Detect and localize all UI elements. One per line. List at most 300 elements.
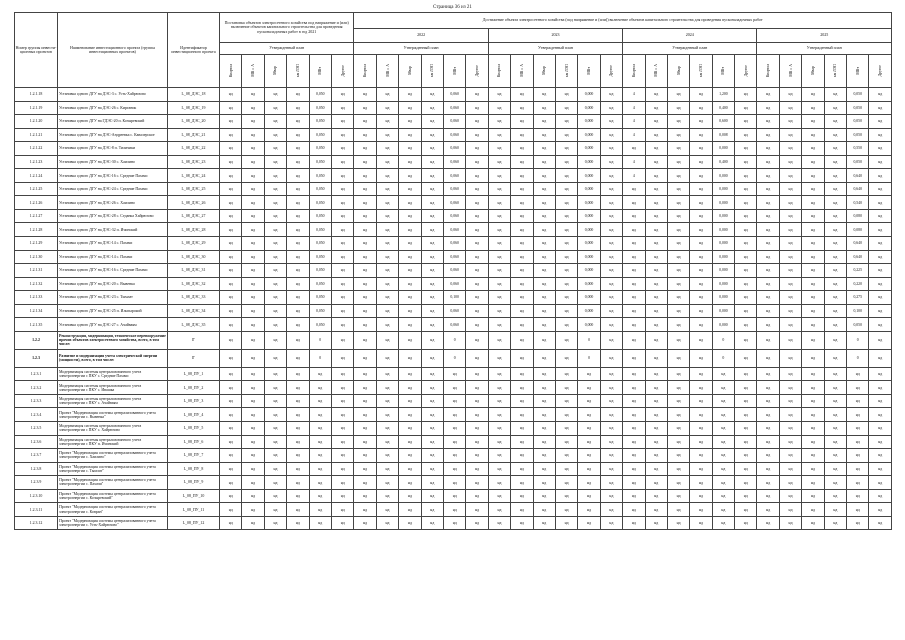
cell-value: нд: [802, 182, 824, 196]
cell-value: 0: [847, 331, 869, 349]
cell-value: 0,000: [578, 237, 600, 251]
cell-value: нд: [511, 182, 533, 196]
cell-value: нд: [399, 155, 421, 169]
cell-value: 0,000: [578, 88, 600, 102]
cell-value: нд: [488, 304, 510, 318]
cell-value: нд: [309, 408, 331, 422]
cell-value: нд: [488, 394, 510, 408]
cell-value: нд: [735, 237, 757, 251]
cell-value: нд: [242, 264, 264, 278]
cell-value: нд: [220, 449, 242, 463]
cell-value: нд: [488, 449, 510, 463]
cell-value: 0,050: [309, 318, 331, 332]
cell-value: нд: [287, 291, 309, 305]
cell-value: нд: [488, 408, 510, 422]
cell-value: нд: [331, 381, 353, 395]
cell-value: нд: [802, 264, 824, 278]
cell-value: 0,050: [309, 182, 331, 196]
cell-value: нд: [555, 223, 577, 237]
cell-value: нд: [735, 381, 757, 395]
cell-value: нд: [735, 115, 757, 129]
cell-value: нд: [645, 476, 667, 490]
cell-value: нд: [220, 435, 242, 449]
cell-value: нд: [421, 422, 443, 436]
cell-value: нд: [511, 304, 533, 318]
cell-value: нд: [847, 503, 869, 517]
cell-project-id: L_08_ПУ_6: [168, 435, 220, 449]
cell-value: нд: [399, 128, 421, 142]
cell-value: 0,400: [712, 155, 734, 169]
cell-value: нд: [421, 394, 443, 408]
cell-value: 0,050: [309, 250, 331, 264]
cell-value: нд: [331, 169, 353, 183]
header-measure-label: Мвар: [407, 66, 412, 75]
cell-value: нд: [511, 264, 533, 278]
cell-value: нд: [757, 264, 779, 278]
page-number: Страница 36 из 21: [433, 5, 472, 10]
cell-value: нд: [488, 462, 510, 476]
cell-value: нд: [399, 291, 421, 305]
cell-value: нд: [600, 196, 622, 210]
cell-value: нд: [824, 182, 846, 196]
header-year-2023: 2023: [488, 29, 622, 43]
cell-value: нд: [802, 489, 824, 503]
cell-value: нд: [511, 462, 533, 476]
cell-value: нд: [533, 237, 555, 251]
cell-value: нд: [466, 304, 488, 318]
cell-value: нд: [578, 394, 600, 408]
header-approved-plan: Утвержденный план: [220, 43, 354, 55]
cell-value: нд: [309, 381, 331, 395]
cell-group-no: 1.2.2: [15, 331, 58, 349]
cell-value: нд: [309, 394, 331, 408]
cell-value: нд: [555, 489, 577, 503]
header-measure-label: км ЛЭП: [295, 63, 300, 77]
cell-value: 1,200: [712, 88, 734, 102]
cell-value: нд: [555, 115, 577, 129]
cell-value: нд: [220, 349, 242, 367]
cell-value: нд: [802, 304, 824, 318]
cell-value: нд: [645, 422, 667, 436]
cell-value: нд: [645, 277, 667, 291]
cell-value: нд: [645, 223, 667, 237]
cell-value: нд: [220, 291, 242, 305]
cell-value: нд: [735, 331, 757, 349]
header-measure: [667, 55, 689, 88]
cell-value: нд: [645, 155, 667, 169]
cell-value: нд: [242, 277, 264, 291]
cell-value: нд: [645, 516, 667, 530]
cell-value: нд: [869, 476, 892, 490]
cell-project-id: L_08_ПУ_9: [168, 476, 220, 490]
cell-value: нд: [488, 422, 510, 436]
table-row: [15, 237, 892, 251]
cell-value: нд: [757, 291, 779, 305]
cell-value: нд: [802, 128, 824, 142]
header-project-id: Идентификатор инвестиционного проекта: [168, 13, 220, 88]
cell-value: нд: [220, 115, 242, 129]
cell-value: нд: [376, 489, 398, 503]
cell-value: нд: [421, 128, 443, 142]
cell-project-id: L_08_ПУ_3: [168, 394, 220, 408]
cell-value: нд: [645, 115, 667, 129]
cell-value: нд: [690, 476, 712, 490]
cell-value: нд: [779, 422, 801, 436]
cell-value: нд: [488, 209, 510, 223]
cell-value: нд: [667, 381, 689, 395]
header-measure-label: МВ×А: [251, 64, 256, 77]
cell-value: нд: [824, 367, 846, 381]
cell-value: нд: [712, 503, 734, 517]
cell-value: нд: [779, 304, 801, 318]
cell-group-no: 1.2.3.3: [15, 394, 58, 408]
cell-value: нд: [466, 489, 488, 503]
cell-value: нд: [824, 408, 846, 422]
cell-value: нд: [354, 489, 376, 503]
cell-value: нд: [220, 277, 242, 291]
cell-value: нд: [376, 209, 398, 223]
cell-value: нд: [600, 291, 622, 305]
cell-value: нд: [600, 394, 622, 408]
cell-value: нд: [443, 449, 465, 463]
cell-value: нд: [354, 462, 376, 476]
cell-value: нд: [220, 408, 242, 422]
cell-value: нд: [623, 196, 645, 210]
investment-projects-table: [14, 12, 892, 530]
cell-value: нд: [578, 516, 600, 530]
cell-value: нд: [488, 115, 510, 129]
header-measure-label: Квартал: [497, 63, 502, 77]
cell-project-id: L_08_ДЭС_30: [168, 250, 220, 264]
cell-value: нд: [264, 304, 286, 318]
cell-value: нд: [869, 503, 892, 517]
cell-value: нд: [399, 476, 421, 490]
cell-value: нд: [488, 155, 510, 169]
cell-value: нд: [242, 237, 264, 251]
cell-value: нд: [757, 277, 779, 291]
cell-value: нд: [735, 128, 757, 142]
cell-value: нд: [533, 128, 555, 142]
cell-value: нд: [220, 196, 242, 210]
cell-value: нд: [578, 381, 600, 395]
cell-value: нд: [354, 155, 376, 169]
cell-value: нд: [466, 182, 488, 196]
cell-value: нд: [264, 291, 286, 305]
cell-value: нд: [533, 196, 555, 210]
cell-value: нд: [421, 277, 443, 291]
header-approved-plan: Утвержденный план: [354, 43, 488, 55]
cell-value: нд: [645, 367, 667, 381]
cell-value: нд: [242, 196, 264, 210]
cell-project-id: L_08_ДЭС_32: [168, 277, 220, 291]
cell-value: нд: [645, 291, 667, 305]
cell-value: нд: [376, 223, 398, 237]
cell-project-name: Установка одного ДГУ на ДЭС-32 п. Ичинский: [58, 223, 168, 237]
cell-value: нд: [331, 237, 353, 251]
cell-value: нд: [443, 381, 465, 395]
cell-value: нд: [488, 223, 510, 237]
cell-value: нд: [399, 449, 421, 463]
cell-value: нд: [242, 101, 264, 115]
cell-value: нд: [466, 422, 488, 436]
cell-value: нд: [220, 237, 242, 251]
cell-value: нд: [376, 237, 398, 251]
cell-value: 0,060: [443, 209, 465, 223]
cell-value: нд: [354, 196, 376, 210]
cell-value: нд: [645, 331, 667, 349]
cell-value: нд: [421, 304, 443, 318]
table-row: [15, 304, 892, 318]
cell-value: нд: [757, 503, 779, 517]
cell-value: 4: [623, 88, 645, 102]
cell-value: нд: [757, 367, 779, 381]
cell-project-name: Установка одного ДГУ на ДЭС-16 с. Средние Пахачи: [58, 264, 168, 278]
cell-value: нд: [555, 264, 577, 278]
cell-value: нд: [421, 462, 443, 476]
cell-value: 0,000: [712, 142, 734, 156]
header-measure-label: Другое: [743, 64, 748, 77]
cell-value: нд: [757, 155, 779, 169]
cell-value: нд: [287, 304, 309, 318]
cell-group-no: 1.2.3: [15, 349, 58, 367]
cell-value: нд: [555, 422, 577, 436]
cell-value: нд: [690, 128, 712, 142]
cell-value: нд: [779, 331, 801, 349]
cell-value: 0,640: [847, 237, 869, 251]
cell-project-name: Установка одного ДГУ на ДЭС-23 с. Тымлат: [58, 291, 168, 305]
cell-value: нд: [264, 489, 286, 503]
cell-value: нд: [287, 88, 309, 102]
cell-value: нд: [466, 394, 488, 408]
cell-value: нд: [667, 196, 689, 210]
cell-value: нд: [466, 88, 488, 102]
cell-value: нд: [443, 462, 465, 476]
table-row: [15, 115, 892, 129]
cell-value: нд: [555, 318, 577, 332]
cell-value: нд: [399, 503, 421, 517]
cell-value: нд: [421, 408, 443, 422]
cell-value: нд: [824, 435, 846, 449]
cell-value: 0,060: [443, 223, 465, 237]
header-fact-block: Постановка объектов электросетевого хозяйства под напряжение и (или) включение объектов капитального строительства для проведения пусконаладочных работ в год 2021: [220, 13, 354, 43]
cell-value: нд: [645, 250, 667, 264]
cell-value: нд: [399, 115, 421, 129]
cell-value: нд: [511, 331, 533, 349]
cell-value: нд: [376, 367, 398, 381]
cell-value: нд: [376, 142, 398, 156]
cell-value: нд: [690, 449, 712, 463]
cell-value: нд: [779, 462, 801, 476]
cell-value: нд: [824, 304, 846, 318]
header-measure: [309, 55, 331, 88]
header-measure: [533, 55, 555, 88]
cell-value: нд: [354, 115, 376, 129]
cell-value: нд: [376, 115, 398, 129]
cell-value: нд: [264, 128, 286, 142]
cell-value: нд: [331, 349, 353, 367]
cell-value: нд: [779, 516, 801, 530]
cell-value: нд: [735, 182, 757, 196]
table-row: [15, 196, 892, 210]
cell-group-no: 1.2.1.29: [15, 237, 58, 251]
cell-value: нд: [869, 264, 892, 278]
cell-value: нд: [802, 422, 824, 436]
cell-value: нд: [354, 449, 376, 463]
cell-group-no: 1.2.3.11: [15, 503, 58, 517]
cell-value: нд: [399, 223, 421, 237]
cell-value: нд: [645, 237, 667, 251]
cell-value: нд: [779, 277, 801, 291]
cell-value: нд: [533, 381, 555, 395]
cell-value: нд: [354, 381, 376, 395]
cell-value: нд: [847, 476, 869, 490]
cell-value: нд: [354, 331, 376, 349]
header-measure-label: Мвар: [810, 66, 815, 75]
cell-value: нд: [331, 128, 353, 142]
cell-value: нд: [847, 394, 869, 408]
cell-value: 0,000: [712, 318, 734, 332]
cell-project-name: Установка одного ДГУ на ДЭС-3 с. Усть-Хайрюзово: [58, 88, 168, 102]
cell-value: нд: [242, 476, 264, 490]
cell-value: 0,050: [309, 264, 331, 278]
cell-value: нд: [399, 435, 421, 449]
header-measure: [735, 55, 757, 88]
cell-value: нд: [869, 237, 892, 251]
cell-value: нд: [824, 155, 846, 169]
cell-value: нд: [600, 422, 622, 436]
cell-value: нд: [690, 349, 712, 367]
cell-group-no: 1.2.1.35: [15, 318, 58, 332]
cell-value: нд: [533, 503, 555, 517]
cell-value: нд: [220, 223, 242, 237]
cell-project-id: L_08_ДЭС_34: [168, 304, 220, 318]
cell-project-id: L_08_ДЭС_35: [168, 318, 220, 332]
cell-value: нд: [511, 349, 533, 367]
cell-value: нд: [779, 142, 801, 156]
cell-value: 0,080: [847, 223, 869, 237]
cell-value: нд: [220, 101, 242, 115]
cell-value: нд: [399, 331, 421, 349]
cell-value: нд: [242, 349, 264, 367]
cell-value: нд: [824, 503, 846, 517]
cell-project-name: Установка одного ДГУ на ДЭС-28 с. Седанка Хайрюзово: [58, 209, 168, 223]
cell-value: нд: [331, 277, 353, 291]
cell-project-id: L_08_ДЭС_23: [168, 155, 220, 169]
table-row: [15, 101, 892, 115]
cell-value: нд: [869, 331, 892, 349]
cell-value: нд: [735, 489, 757, 503]
cell-value: нд: [667, 318, 689, 332]
cell-value: 0,640: [847, 169, 869, 183]
cell-value: нд: [757, 381, 779, 395]
cell-value: 0,640: [847, 182, 869, 196]
header-year-2024: 2024: [623, 29, 757, 43]
cell-value: нд: [667, 250, 689, 264]
cell-value: нд: [869, 155, 892, 169]
cell-value: 0,050: [309, 291, 331, 305]
cell-value: нд: [555, 435, 577, 449]
cell-value: нд: [712, 367, 734, 381]
cell-value: нд: [331, 318, 353, 332]
cell-value: 0,000: [578, 196, 600, 210]
cell-group-no: 1.2.1.18: [15, 88, 58, 102]
cell-value: нд: [735, 476, 757, 490]
cell-value: нд: [466, 408, 488, 422]
cell-value: нд: [802, 349, 824, 367]
cell-value: 0,050: [309, 128, 331, 142]
cell-value: нд: [600, 449, 622, 463]
table-row: [15, 503, 892, 517]
cell-value: 0,000: [578, 115, 600, 129]
header-measure-label: км ЛЭП: [564, 63, 569, 77]
cell-value: нд: [667, 169, 689, 183]
cell-value: 0: [578, 349, 600, 367]
cell-value: нд: [533, 209, 555, 223]
cell-value: нд: [287, 449, 309, 463]
cell-value: нд: [779, 264, 801, 278]
cell-value: нд: [466, 155, 488, 169]
cell-value: нд: [779, 476, 801, 490]
cell-value: нд: [242, 169, 264, 183]
cell-value: нд: [287, 250, 309, 264]
header-measure: [376, 55, 398, 88]
cell-value: нд: [264, 422, 286, 436]
cell-value: нд: [757, 196, 779, 210]
table-row: [15, 408, 892, 422]
cell-value: нд: [533, 155, 555, 169]
table-row: [15, 250, 892, 264]
cell-value: нд: [779, 408, 801, 422]
cell-value: нд: [242, 142, 264, 156]
cell-value: нд: [399, 88, 421, 102]
cell-value: нд: [331, 449, 353, 463]
cell-value: нд: [779, 169, 801, 183]
cell-value: нд: [242, 250, 264, 264]
cell-value: нд: [757, 250, 779, 264]
cell-value: нд: [488, 503, 510, 517]
cell-value: нд: [331, 489, 353, 503]
cell-value: нд: [264, 449, 286, 463]
cell-value: нд: [242, 435, 264, 449]
cell-value: нд: [376, 516, 398, 530]
cell-value: нд: [623, 408, 645, 422]
cell-value: нд: [443, 408, 465, 422]
cell-value: 0,000: [578, 291, 600, 305]
cell-value: нд: [421, 196, 443, 210]
cell-value: нд: [869, 250, 892, 264]
cell-value: нд: [869, 422, 892, 436]
cell-value: нд: [757, 516, 779, 530]
cell-value: нд: [757, 318, 779, 332]
cell-value: нд: [376, 169, 398, 183]
cell-value: нд: [242, 394, 264, 408]
cell-value: нд: [242, 223, 264, 237]
cell-value: нд: [331, 291, 353, 305]
cell-value: нд: [511, 503, 533, 517]
cell-value: нд: [712, 435, 734, 449]
header-measure: [287, 55, 309, 88]
cell-project-name: Модернизация системы централизованного учета электроэнергии с ПКУ с. Ивашка: [58, 381, 168, 395]
cell-value: нд: [578, 408, 600, 422]
cell-value: нд: [623, 516, 645, 530]
header-measure-label: МВ×А: [385, 64, 390, 77]
cell-value: нд: [623, 422, 645, 436]
cell-value: нд: [376, 318, 398, 332]
cell-value: нд: [533, 304, 555, 318]
cell-value: нд: [869, 381, 892, 395]
cell-value: нд: [488, 516, 510, 530]
cell-value: 0,050: [309, 223, 331, 237]
